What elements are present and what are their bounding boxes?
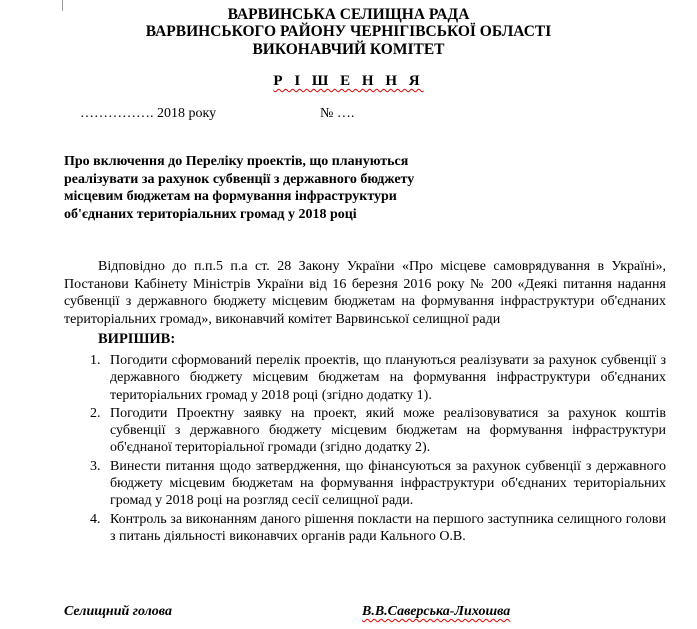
item-text: Винести питання щодо затвердження, що фінансуються за рахунок субвенції з державного бюджету місцевим бюджетам на формування інфраструктури об'єднаних територіальних громад у 2018 році на розгляд сесії селищної ради. [110,458,666,509]
resolution-list [64,352,666,546]
item-number: 4. [90,511,101,527]
item-text: Контроль за виконанням даного рішення покласти на першого заступника селищного голови з питань діяльності виконавчих органів ради Кального О.В. [110,511,666,544]
signer-title: Селищний голова [64,604,172,619]
resolution-item [64,458,666,510]
resolved-heading: ВИРІШИВ: [98,331,176,347]
item-text: Погодити сформований перелік проектів, що плануються реалізувати за рахунок субвенції з державного бюджету місцевим бюджетам на формування інфраструктури об'єднаних територіальних громад у 2018 році (згідно додатку 1). [110,353,666,403]
committee-name: ВИКОНАВЧИЙ КОМІТЕТ [252,41,445,58]
document-number: № …. [320,106,355,121]
resolution-item [64,405,666,457]
document-date: ……………. 2018 року [80,106,217,121]
document-title [0,73,697,90]
item-number: 2. [90,405,101,421]
signer-name: В.В.Саверська-Лихошва [362,604,511,619]
council-name: ВАРВИНСЬКА СЕЛИЩНА РАДА [227,6,470,23]
decision-subject: Про включення до Переліку проектів, що плануються реалізувати за рахунок субвенції з державного бюджету місцевим бюджетам на формування інфраструктури об'єднаних територіальних громад у 2018 році [64,154,415,222]
item-number: 3. [90,458,101,474]
item-text: Погодити Проектну заявку на проект, який може реалізовуватися за рахунок коштів субвенції з державного бюджету місцевим бюджетам на формування інфраструктури об'єднаної територіальної громади (згідно додатку 2). [110,405,666,456]
resolution-item [64,352,666,404]
document-title-text: Р І Ш Е Н Н Я [273,73,424,89]
district-name: ВАРВИНСЬКОГО РАЙОНУ ЧЕРНІГІВСЬКОЇ ОБЛАСТІ [145,23,552,40]
resolution-item [64,511,666,546]
item-number: 1. [90,353,101,368]
decision-preamble: Відповідно до п.п.5 п.а ст. 28 Закону України «Про місцеве самоврядування в Україні», Постанови Кабінету Міністрів України від 16 березня 2016 року № 200 «Деякі питання надання субвенції з державного бюджету місцевим бюджетам на формування інфраструктури об'єднаних територіальних громад», виконавчий комітет Варвинської селищної ради [64,259,666,328]
